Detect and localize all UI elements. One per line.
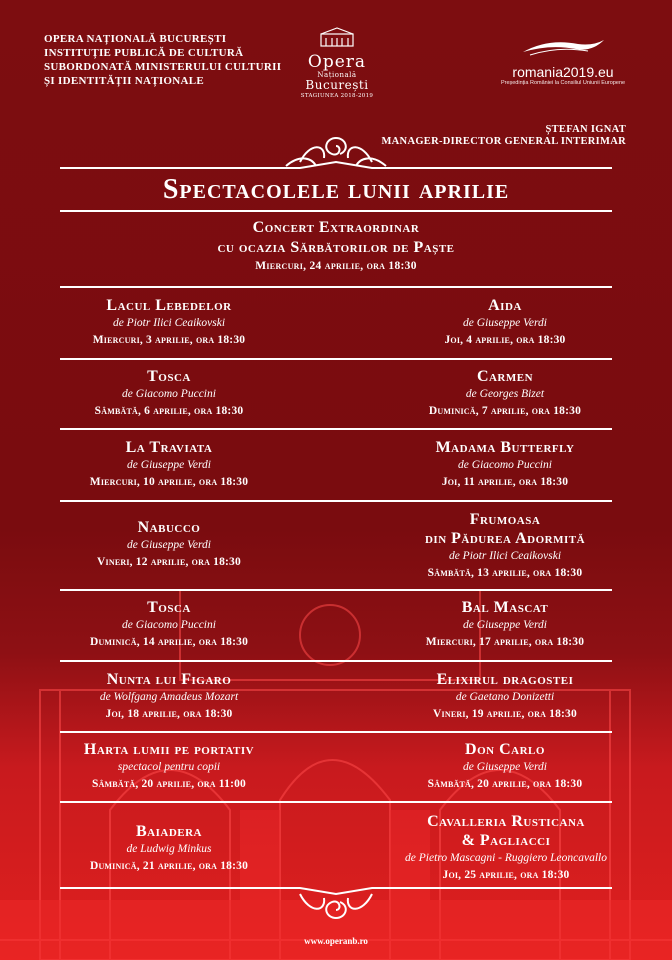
show-date: Sâmbătă, 20 aprilie, ora 11:00 — [91, 778, 246, 790]
show-title: Don Carlo — [465, 741, 545, 758]
show-date: Duminică, 14 aprilie, ora 18:30 — [89, 636, 249, 648]
show-title: Elixirul dragostei — [436, 671, 574, 688]
show-listing — [19, 518, 319, 571]
organization-block — [44, 32, 304, 88]
show-author: de Ludwig Minkus — [126, 843, 212, 855]
page-title: Spectacolele lunii aprilie — [162, 174, 510, 205]
top-ornament — [0, 128, 672, 172]
show-date: Miercuri, 17 aprilie, ora 18:30 — [425, 636, 585, 648]
show-author: de Giacomo Puccini — [122, 388, 216, 400]
show-author: de Wolfgang Amadeus Mozart — [99, 691, 239, 703]
show-listing — [341, 812, 671, 884]
show-listing — [355, 367, 655, 420]
partner-name: romania2019.eu — [512, 64, 614, 80]
divider — [60, 731, 612, 733]
show-title: Aida — [488, 297, 522, 314]
show-author: de Giacomo Puccini — [122, 619, 216, 631]
logo-word-nationala: Națională — [317, 71, 357, 79]
divider — [60, 210, 612, 212]
show-author: de Gaetano Donizetti — [455, 691, 555, 703]
bottom-ornament — [0, 884, 672, 928]
show-title: Madama Butterfly — [435, 439, 575, 456]
org-line: ȘI IDENTITĂȚII NAȚIONALE — [44, 75, 205, 87]
show-date: Miercuri, 3 aprilie, ora 18:30 — [92, 334, 246, 346]
show-title-line2: din Pădurea Adormită — [424, 530, 586, 547]
show-listing — [19, 367, 319, 420]
show-listing — [355, 598, 655, 651]
show-date: Sâmbătă, 13 aprilie, ora 18:30 — [427, 567, 583, 579]
show-title: Baiadera — [135, 823, 202, 840]
show-listing — [19, 438, 319, 491]
show-author: de Giuseppe Verdi — [127, 459, 211, 471]
show-date: Vineri, 12 aprilie, ora 18:30 — [97, 556, 241, 568]
director-role: MANAGER-DIRECTOR GENERAL INTERIMAR — [381, 136, 626, 147]
show-date: Miercuri, 10 aprilie, ora 18:30 — [89, 476, 249, 488]
concert-subtitle: cu ocazia Sărbătorilor de Paște — [217, 239, 455, 256]
show-listing — [355, 740, 655, 793]
show-listing — [355, 670, 655, 723]
show-title-line2: & Pagliacci — [461, 832, 551, 849]
divider — [60, 589, 612, 591]
logo-season: STAGIUNEA 2018-2019 — [300, 93, 374, 99]
director-name: ȘTEFAN IGNAT — [545, 124, 626, 135]
show-author: de Georges Bizet — [465, 388, 545, 400]
opera-building-icon — [317, 26, 357, 48]
logo-word-bucuresti: București — [305, 78, 369, 92]
opera-logo — [292, 26, 382, 100]
partner-subtitle: Președinția României la Consiliul Uniunii Europene — [500, 80, 626, 86]
show-author: de Piotr Ilici Ceaikovski — [448, 550, 562, 562]
org-line: OPERA NAȚIONALĂ BUCUREȘTI — [44, 33, 227, 45]
show-author: spectacol pentru copii — [117, 761, 221, 773]
show-date: Sâmbătă, 20 aprilie, ora 18:30 — [427, 778, 583, 790]
show-title: Nabucco — [137, 519, 201, 536]
show-title: Lacul Lebedelor — [106, 297, 232, 314]
show-title: Frumoasa — [469, 511, 541, 528]
show-date: Duminică, 7 aprilie, ora 18:30 — [428, 405, 582, 417]
show-title: La Traviata — [125, 439, 213, 456]
show-listing — [355, 438, 655, 491]
show-title: Tosca — [147, 599, 191, 616]
show-listing — [19, 598, 319, 651]
show-date: Joi, 25 aprilie, ora 18:30 — [442, 869, 570, 881]
show-date: Joi, 18 aprilie, ora 18:30 — [105, 708, 233, 720]
show-title: Tosca — [147, 368, 191, 385]
show-title: Harta lumii pe portativ — [83, 741, 255, 758]
show-listing — [19, 670, 319, 723]
show-listing — [19, 822, 319, 875]
show-author: de Giuseppe Verdi — [127, 539, 211, 551]
website-link[interactable]: www.operanb.ro — [304, 936, 368, 946]
show-title: Carmen — [476, 368, 534, 385]
show-author: de Giacomo Puccini — [458, 459, 552, 471]
show-author: de Giuseppe Verdi — [463, 619, 547, 631]
show-listing — [355, 510, 655, 582]
show-title: Nunta lui Figaro — [106, 671, 232, 688]
show-listing — [19, 740, 319, 793]
divider — [60, 428, 612, 430]
show-author: de Pietro Mascagni - Ruggiero Leoncavallo — [405, 852, 607, 864]
divider — [60, 801, 612, 803]
show-title: Bal Mascat — [461, 599, 549, 616]
concert-date: Miercuri, 24 aprilie, ora 18:30 — [255, 260, 417, 272]
show-date: Sâmbătă, 6 aprilie, ora 18:30 — [94, 405, 244, 417]
show-author: de Piotr Ilici Ceaikovski — [112, 317, 226, 329]
divider — [60, 660, 612, 662]
featured-concert — [0, 218, 672, 274]
show-date: Joi, 4 aprilie, ora 18:30 — [444, 334, 566, 346]
divider — [60, 286, 612, 288]
romania2019-logo — [488, 36, 638, 87]
show-listing — [19, 296, 319, 349]
show-author: de Giuseppe Verdi — [463, 761, 547, 773]
show-author: de Giuseppe Verdi — [463, 317, 547, 329]
show-date: Vineri, 19 aprilie, ora 18:30 — [433, 708, 577, 720]
divider — [60, 500, 612, 502]
org-line: SUBORDONATĂ MINISTERULUI CULTURII — [44, 61, 282, 73]
org-line: INSTITUȚIE PUBLICĂ DE CULTURĂ — [44, 47, 244, 59]
show-date: Joi, 11 aprilie, ora 18:30 — [441, 476, 569, 488]
logo-word-opera: Opera — [307, 52, 367, 72]
divider — [60, 358, 612, 360]
show-listing — [355, 296, 655, 349]
concert-title: Concert Extraordinar — [252, 219, 420, 236]
show-date: Duminică, 21 aprilie, ora 18:30 — [89, 860, 249, 872]
show-title: Cavalleria Rusticana — [427, 813, 585, 830]
eu-presidency-swoosh-icon — [518, 36, 608, 58]
